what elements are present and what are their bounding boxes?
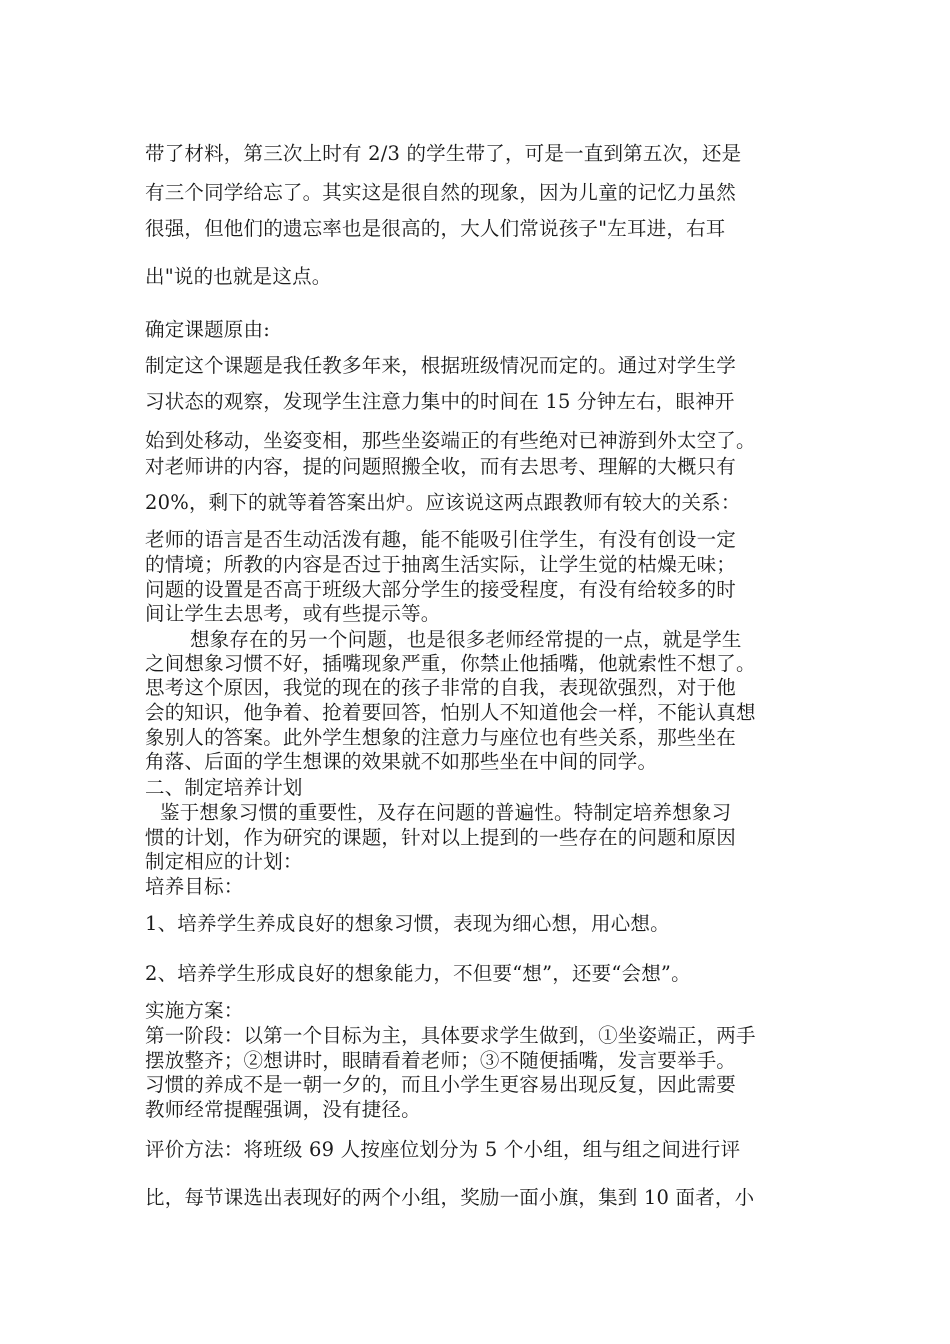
text-line: 制定相应的计划： [145,850,303,873]
text-line: 会的知识，他争着、抢着要回答，怕别人不知道他会一样，不能认真想 [145,701,756,724]
text-line: 第一阶段：以第一个目标为主，具体要求学生做到，①坐姿端正，两手 [145,1024,756,1047]
text-line: 对老师讲的内容，提的问题照搬全收，而有去思考、理解的大概只有 [145,455,737,478]
section-heading: 确定课题原由: [145,318,270,341]
section-heading: 实施方案： [145,999,244,1022]
text-line: 始到处移动，坐姿变相，那些坐姿端正的有些绝对已神游到外太空了。 [145,429,756,452]
text-line: 想象存在的另一个问题，也是很多老师经常提的一点，就是学生 [190,628,742,651]
text-line: 问题的设置是否高于班级大部分学生的接受程度，有没有给较多的时 [145,578,737,601]
text-line: 带了材料，第三次上时有 2/3 的学生带了，可是一直到第五次，还是 [145,142,742,165]
text-line: 鉴于想象习惯的重要性，及存在问题的普遍性。特制定培养想象习 [160,801,732,824]
text-line: 习惯的养成不是一朝一夕的，而且小学生更容易出现反复，因此需要 [145,1073,737,1096]
text-line: 思考这个原因，我觉的现在的孩子非常的自我，表现欲强烈，对于他 [145,676,737,699]
text-line: 很强，但他们的遗忘率也是很高的，大人们常说孩子"左耳进，右耳 [145,217,726,240]
text-line: 比，每节课选出表现好的两个小组，奖励一面小旗，集到 10 面者，小 [145,1186,755,1209]
text-line: 间让学生去思考，或有些提示等。 [145,602,441,625]
text-line: 惯的计划，作为研究的课题，针对以上提到的一些存在的问题和原因 [145,826,737,849]
text-line: 象别人的答案。此外学生想象的注意力与座位也有些关系，那些坐在 [145,726,737,749]
text-line: 角落、后面的学生想课的效果就不如那些坐在中间的同学。 [145,750,658,773]
section-heading: 二、制定培养计划 [145,776,303,799]
text-line: 出"说的也就是这点。 [145,265,332,288]
list-item: 1、培养学生养成良好的想象习惯，表现为细心想，用心想。 [145,912,670,935]
text-line: 之间想象习惯不好，插嘴现象严重，你禁止他插嘴，他就索性不想了。 [145,652,756,675]
text-line: 的情境；所教的内容是否过于抽离生活实际，让学生觉的枯燥无味； [145,553,737,576]
text-line: 习状态的观察，发现学生注意力集中的时间在 15 分钟左右，眼神开 [145,390,735,413]
section-heading: 培养目标： [145,875,244,898]
text-line: 摆放整齐；②想讲时，眼睛看着老师；③不随便插嘴，发言要举手。 [145,1049,737,1072]
text-line: 20%，剩下的就等着答案出炉。应该说这两点跟教师有较大的关系： [145,491,741,514]
list-item: 2、培养学生形成良好的想象能力，不但要“想”，还要“会想”。 [145,962,691,985]
text-line: 制定这个课题是我任教多年来，根据班级情况而定的。通过对学生学 [145,354,737,377]
text-line: 评价方法：将班级 69 人按座位划分为 5 个小组，组与组之间进行评 [145,1138,741,1161]
text-line: 教师经常提醒强调，没有捷径。 [145,1098,421,1121]
text-line: 老师的语言是否生动活泼有趣，能不能吸引住学生，有没有创设一定 [145,528,737,551]
text-line: 有三个同学给忘了。其实这是很自然的现象，因为儿童的记忆力虽然 [145,181,737,204]
